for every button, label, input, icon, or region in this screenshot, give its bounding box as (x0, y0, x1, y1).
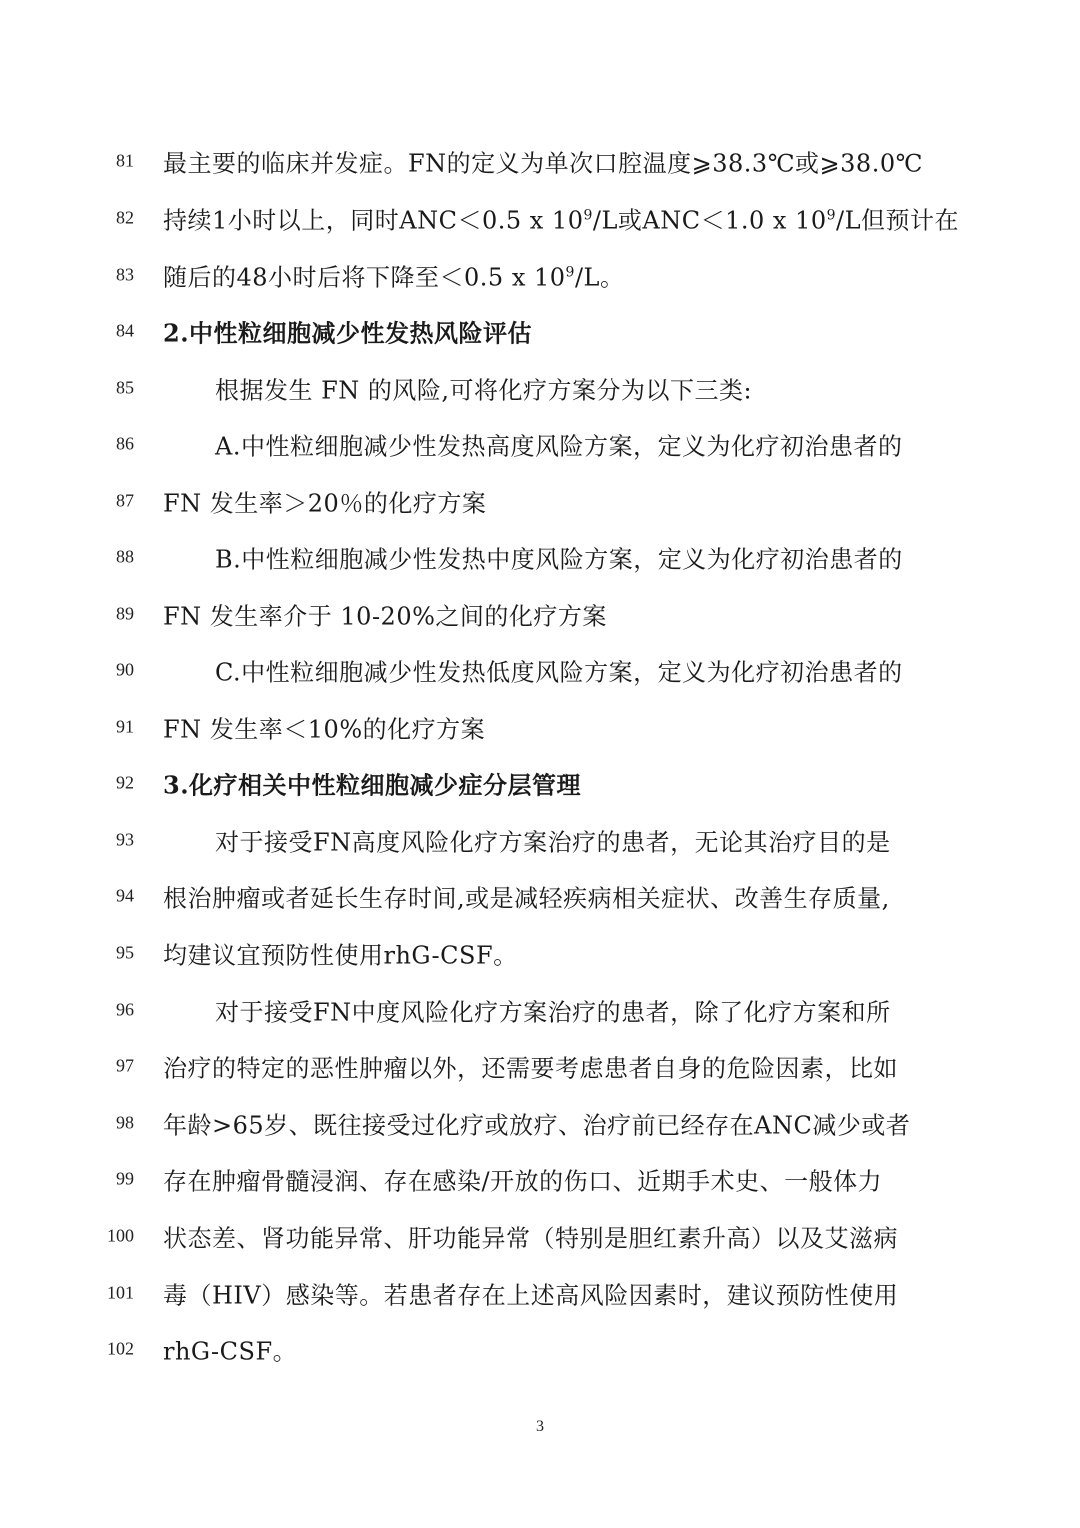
text-line (0, 1264, 1080, 1321)
text-line (0, 641, 1080, 698)
text-line (0, 189, 1080, 246)
superscript: 9 (583, 207, 593, 223)
superscript: 9 (565, 264, 575, 280)
line-text: 治疗的特定的恶性肿瘤以外，还需要考虑患者自身的危险因素，比如 (163, 1054, 898, 1082)
line-number: 90 (116, 659, 134, 679)
line-number: 96 (116, 999, 134, 1019)
text-line (0, 754, 1080, 811)
line-text: 根治肿瘤或者延长生存时间,或是减轻疾病相关症状、改善生存质量, (163, 884, 890, 912)
text-line (0, 1150, 1080, 1207)
text-line (0, 528, 1080, 585)
line-text: 存在肿瘤骨髓浸润、存在感染/开放的伤口、近期手术史、一般体力 (163, 1167, 883, 1195)
line-text: 根据发生 FN 的风险,可将化疗方案分为以下三类: (215, 376, 753, 404)
line-number: 88 (116, 546, 134, 566)
line-text: 对于接受FN高度风险化疗方案治疗的患者，无论其治疗目的是 (215, 828, 891, 856)
text-line (0, 472, 1080, 529)
text-line (0, 811, 1080, 868)
line-number: 87 (116, 490, 134, 510)
line-number: 89 (116, 603, 134, 623)
line-number: 82 (116, 207, 134, 227)
line-number: 92 (116, 772, 134, 792)
line-text: FN 发生率＜10%的化疗方案 (163, 715, 486, 743)
line-number: 102 (107, 1338, 134, 1358)
text-line (0, 1207, 1080, 1264)
line-text: 均建议宜预防性使用rhG-CSF。 (163, 941, 518, 969)
line-number: 95 (116, 942, 134, 962)
text-line (0, 302, 1080, 359)
line-text: 对于接受FN中度风险化疗方案治疗的患者，除了化疗方案和所 (215, 998, 891, 1026)
superscript: 9 (826, 207, 837, 223)
text-line (0, 585, 1080, 642)
line-text: 毒（HIV）感染等。若患者存在上述高风险因素时，建议预防性使用 (163, 1281, 899, 1309)
text-line (0, 1320, 1080, 1377)
text-line (0, 924, 1080, 981)
line-number: 97 (116, 1055, 134, 1075)
line-text: 年龄>65岁、既往接受过化疗或放疗、治疗前已经存在ANC减少或者 (163, 1111, 911, 1139)
line-number: 83 (116, 264, 134, 284)
line-number: 81 (116, 150, 134, 170)
text-line (0, 132, 1080, 189)
line-number: 91 (116, 716, 134, 736)
line-text: A.中性粒细胞减少性发热高度风险方案，定义为化疗初治患者的 (215, 432, 903, 460)
text-line (0, 1094, 1080, 1151)
line-text: 最主要的临床并发症。FN的定义为单次口腔温度⩾38.3℃或⩾38.0℃ (163, 149, 923, 177)
line-text: 随后的48小时后将下降至＜0.5 x $10^9/L$。 (163, 263, 625, 291)
line-text: C.中性粒细胞减少性发热低度风险方案，定义为化疗初治患者的 (215, 658, 903, 686)
line-text: 状态差、肾功能异常、肝功能异常（特别是胆红素升高）以及艾滋病 (163, 1224, 898, 1252)
line-number: 100 (107, 1225, 134, 1245)
text-line (0, 867, 1080, 924)
line-number: 85 (116, 377, 134, 397)
line-text: B.中性粒细胞减少性发热中度风险方案，定义为化疗初治患者的 (215, 545, 903, 573)
text-line (0, 981, 1080, 1038)
line-number: 98 (116, 1112, 134, 1132)
line-text: rhG-CSF。 (163, 1337, 298, 1365)
text-line (0, 246, 1080, 303)
text-line (0, 415, 1080, 472)
text-line (0, 359, 1080, 416)
page-number: 3 (536, 1418, 544, 1435)
line-number: 84 (116, 320, 134, 340)
text-line (0, 698, 1080, 755)
line-number: 86 (116, 433, 134, 453)
line-number: 101 (107, 1282, 134, 1302)
text-line (0, 1037, 1080, 1094)
section-heading: 2.中性粒细胞减少性发热风险评估 (163, 318, 533, 347)
line-text: FN 发生率＞20％的化疗方案 (163, 489, 487, 517)
line-number: 94 (116, 885, 134, 905)
line-text: 持续1小时以上，同时ANC＜0.5 x $10^9/L$或ANC＜1.0 x $10^9/L$但预计在 (163, 206, 960, 234)
line-number: 99 (116, 1168, 134, 1188)
section-heading: 3.化疗相关中性粒细胞减少症分层管理 (163, 770, 582, 799)
line-text: FN 发生率介于 10-20%之间的化疗方案 (163, 602, 607, 630)
line-number: 93 (116, 829, 134, 849)
